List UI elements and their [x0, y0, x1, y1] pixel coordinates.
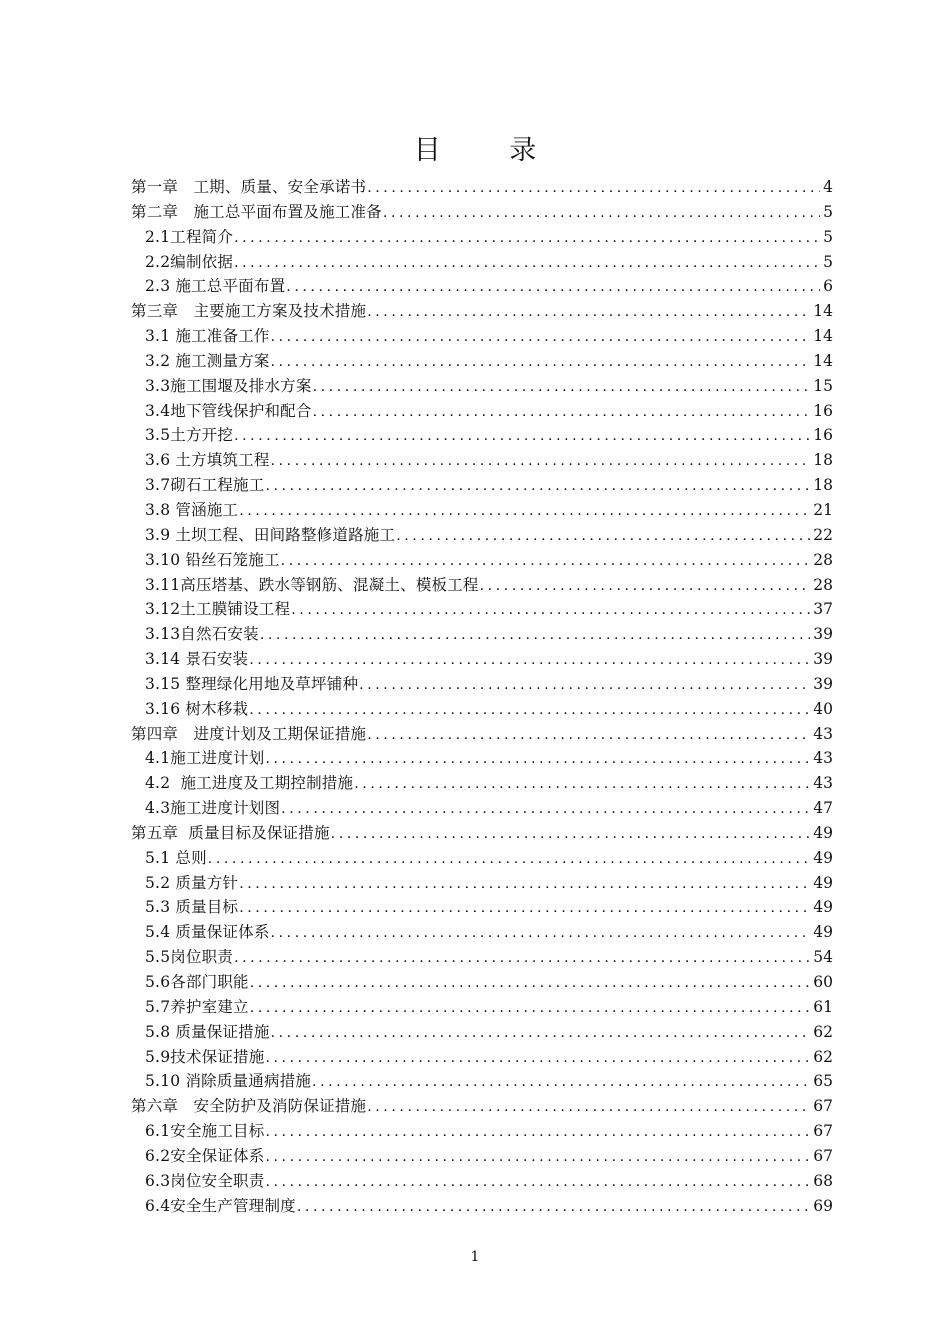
- toc-entry-page-number: 5: [823, 252, 833, 271]
- toc-entry-label: 4.2 施工进度及工期控制措施: [145, 774, 354, 793]
- toc-entry-page-number: 18: [813, 476, 833, 495]
- toc-entry-page-number: 16: [813, 401, 833, 420]
- toc-entry-label: 3.6 土方填筑工程: [145, 451, 270, 470]
- toc-entry-page-number: 16: [813, 426, 833, 445]
- toc-dot-leader: [367, 723, 810, 747]
- toc-entry-label: 3.13自然石安装: [145, 625, 259, 644]
- toc-chapter-entry[interactable]: [131, 821, 833, 846]
- toc-entry-page-number: 4: [823, 178, 833, 196]
- toc-entry-label: 6.2安全保证体系: [145, 1146, 265, 1165]
- toc-section-entry[interactable]: [131, 771, 833, 796]
- toc-section-entry[interactable]: [131, 1020, 833, 1045]
- toc-dot-leader: [359, 673, 810, 697]
- toc-entry-page-number: 47: [813, 799, 833, 818]
- toc-dot-leader: [367, 1095, 810, 1119]
- table-of-contents: [131, 175, 833, 1218]
- toc-entry-page-number: 54: [813, 948, 833, 967]
- toc-entry-page-number: 28: [813, 575, 833, 594]
- toc-section-entry[interactable]: [131, 1144, 833, 1169]
- toc-section-entry[interactable]: [131, 622, 833, 647]
- toc-section-entry[interactable]: [131, 1169, 833, 1194]
- toc-entry-page-number: 62: [813, 1047, 833, 1066]
- toc-entry-label: 3.7砌石工程施工: [145, 476, 265, 495]
- toc-dot-leader: [286, 275, 820, 299]
- toc-entry-page-number: 18: [813, 451, 833, 470]
- toc-entry-page-number: 49: [813, 848, 833, 867]
- toc-dot-leader: [367, 300, 810, 324]
- toc-entry-label: 第六章 安全防护及消防保证措施: [131, 1097, 367, 1116]
- toc-entry-page-number: 43: [813, 774, 833, 793]
- toc-entry-label: 5.7养护室建立: [145, 997, 249, 1016]
- toc-entry-page-number: 39: [813, 650, 833, 669]
- toc-dot-leader: [234, 946, 810, 970]
- toc-section-entry[interactable]: [131, 274, 833, 299]
- toc-entry-page-number: 43: [813, 749, 833, 768]
- toc-entry-page-number: 14: [813, 351, 833, 370]
- toc-entry-label: 3.14 景石安装: [145, 650, 249, 669]
- toc-section-entry[interactable]: [131, 448, 833, 473]
- toc-entry-label: 3.3施工围堰及排水方案: [145, 376, 312, 395]
- page-number: 1: [470, 1249, 480, 1265]
- toc-entry-page-number: 49: [813, 873, 833, 892]
- toc-entry-label: 5.9技术保证措施: [145, 1047, 265, 1066]
- toc-entry-label: 3.5土方开挖: [145, 426, 234, 445]
- toc-entry-label: 6.4安全生产管理制度: [145, 1196, 296, 1215]
- toc-dot-leader: [313, 400, 811, 424]
- toc-section-entry[interactable]: [131, 374, 833, 399]
- toc-entry-label: 3.4地下管线保护和配合: [145, 401, 312, 420]
- toc-entry-label: 3.2 施工测量方案: [145, 351, 270, 370]
- toc-dot-leader: [260, 623, 810, 647]
- toc-entry-page-number: 28: [813, 550, 833, 569]
- toc-entry-label: 4.1施工进度计划: [145, 749, 265, 768]
- toc-dot-leader: [271, 921, 811, 945]
- toc-entry-page-number: 65: [813, 1072, 833, 1091]
- toc-entry-page-number: 49: [813, 898, 833, 917]
- toc-entry-page-number: 67: [813, 1097, 833, 1116]
- toc-entry-label: 2.2编制依据: [145, 252, 234, 271]
- toc-dot-leader: [250, 971, 811, 995]
- toc-dot-leader: [234, 226, 820, 250]
- toc-entry-label: 4.3施工进度计划图: [145, 799, 281, 818]
- toc-section-entry[interactable]: [131, 871, 833, 896]
- toc-section-entry[interactable]: [131, 796, 833, 821]
- toc-section-entry[interactable]: [131, 697, 833, 722]
- toc-section-entry[interactable]: [131, 324, 833, 349]
- toc-entry-label: 5.8 质量保证措施: [145, 1022, 270, 1041]
- toc-entry-label: 3.12土工膜铺设工程: [145, 600, 291, 619]
- toc-entry-label: 第二章 施工总平面布置及施工准备: [131, 202, 382, 221]
- toc-section-entry[interactable]: [131, 597, 833, 622]
- toc-chapter-entry[interactable]: [131, 722, 833, 747]
- toc-entry-page-number: 5: [823, 202, 833, 221]
- toc-entry-page-number: 40: [813, 699, 833, 718]
- toc-entry-label: 5.10 消除质量通病措施: [145, 1072, 312, 1091]
- toc-entry-page-number: 49: [813, 823, 833, 842]
- toc-entry-label: 第五章 质量目标及保证措施: [131, 823, 330, 842]
- toc-dot-leader: [313, 375, 811, 399]
- toc-entry-page-number: 43: [813, 724, 833, 743]
- toc-section-entry[interactable]: [131, 1045, 833, 1070]
- toc-dot-leader: [291, 598, 810, 622]
- toc-entry-page-number: 68: [813, 1171, 833, 1190]
- toc-entry-label: 第三章 主要施工方案及技术措施: [131, 302, 367, 321]
- toc-entry-page-number: 22: [813, 525, 833, 544]
- toc-entry-page-number: 14: [813, 327, 833, 346]
- toc-section-entry[interactable]: [131, 473, 833, 498]
- toc-dot-leader: [265, 474, 810, 498]
- toc-entry-page-number: 6: [823, 277, 833, 296]
- toc-dot-leader: [208, 847, 810, 871]
- toc-section-entry[interactable]: [131, 1194, 833, 1219]
- toc-dot-leader: [297, 1195, 810, 1219]
- toc-dot-leader: [271, 449, 811, 473]
- toc-chapter-entry[interactable]: [131, 1094, 833, 1119]
- toc-section-entry[interactable]: [131, 945, 833, 970]
- toc-dot-leader: [367, 176, 820, 200]
- toc-entry-label: 5.6各部门职能: [145, 973, 249, 991]
- toc-dot-leader: [265, 747, 810, 771]
- toc-section-entry[interactable]: [131, 895, 833, 920]
- toc-dot-leader: [265, 1145, 810, 1169]
- toc-dot-leader: [239, 896, 810, 920]
- toc-dot-leader: [271, 1021, 811, 1045]
- toc-section-entry[interactable]: [131, 250, 833, 275]
- toc-dot-leader: [281, 549, 811, 573]
- toc-dot-leader: [265, 1170, 810, 1194]
- toc-entry-page-number: 67: [813, 1122, 833, 1141]
- toc-entry-label: 2.3 施工总平面布置: [145, 277, 286, 296]
- toc-section-entry[interactable]: [131, 1069, 833, 1094]
- toc-entry-page-number: 14: [813, 302, 833, 321]
- toc-entry-label: 3.8 管涵施工: [145, 500, 239, 519]
- toc-entry-label: 第一章 工期、质量、安全承诺书: [131, 178, 367, 196]
- toc-dot-leader: [331, 822, 811, 846]
- toc-entry-label: 3.15 整理绿化用地及草坪铺种: [145, 674, 359, 693]
- toc-section-entry[interactable]: [131, 995, 833, 1020]
- toc-entry-page-number: 21: [813, 500, 833, 519]
- toc-chapter-entry[interactable]: [131, 299, 833, 324]
- toc-section-entry[interactable]: [131, 920, 833, 945]
- toc-section-entry[interactable]: [131, 498, 833, 523]
- toc-section-entry[interactable]: [131, 548, 833, 573]
- toc-section-entry[interactable]: [131, 225, 833, 250]
- toc-entry-label: 2.1工程简介: [145, 227, 234, 246]
- toc-entry-page-number: 67: [813, 1146, 833, 1165]
- toc-dot-leader: [239, 499, 810, 523]
- toc-entry-label: 3.16 树木移栽: [145, 699, 249, 718]
- toc-dot-leader: [480, 574, 811, 598]
- toc-entry-label: 6.3岗位安全职责: [145, 1171, 265, 1190]
- toc-section-entry[interactable]: [131, 399, 833, 424]
- toc-dot-leader: [271, 325, 811, 349]
- toc-dot-leader: [249, 698, 810, 722]
- toc-section-entry[interactable]: [131, 573, 833, 598]
- toc-section-entry[interactable]: [131, 1119, 833, 1144]
- toc-dot-leader: [271, 350, 811, 374]
- toc-entry-label: 5.3 质量目标: [145, 898, 239, 917]
- toc-entry-page-number: 37: [813, 600, 833, 619]
- toc-entry-label: 5.5岗位职责: [145, 948, 234, 967]
- toc-dot-leader: [239, 872, 810, 896]
- toc-dot-leader: [383, 201, 820, 225]
- toc-chapter-entry[interactable]: [131, 200, 833, 225]
- toc-dot-leader: [265, 1046, 810, 1070]
- toc-entry-label: 第四章 进度计划及工期保证措施: [131, 724, 367, 743]
- toc-entry-label: 3.10 铅丝石笼施工: [145, 550, 280, 569]
- toc-entry-page-number: 39: [813, 625, 833, 644]
- toc-entry-label: 3.9 土坝工程、田间路整修道路施工: [145, 525, 396, 544]
- toc-section-entry[interactable]: [131, 970, 833, 995]
- toc-entry-page-number: 49: [813, 923, 833, 942]
- page-title: 目 录: [413, 135, 567, 166]
- toc-dot-leader: [265, 1120, 810, 1144]
- toc-section-entry[interactable]: [131, 846, 833, 871]
- toc-entry-label: 5.2 质量方针: [145, 873, 239, 892]
- toc-entry-page-number: 39: [813, 674, 833, 693]
- toc-entry-label: 3.11高压塔基、跌水等钢筋、混凝土、模板工程: [145, 575, 479, 594]
- toc-section-entry[interactable]: [131, 423, 833, 448]
- toc-entry-page-number: 61: [813, 997, 833, 1016]
- toc-entry-label: 5.1 总则: [145, 848, 207, 867]
- toc-entry-label: 3.1 施工准备工作: [145, 327, 270, 346]
- toc-entry-page-number: 15: [813, 376, 833, 395]
- toc-dot-leader: [312, 1070, 810, 1094]
- toc-section-entry[interactable]: [131, 349, 833, 374]
- toc-section-entry[interactable]: [131, 647, 833, 672]
- toc-dot-leader: [354, 772, 810, 796]
- toc-entry-page-number: 5: [823, 227, 833, 246]
- toc-section-entry[interactable]: [131, 746, 833, 771]
- toc-entry-label: 5.4 质量保证体系: [145, 923, 270, 942]
- toc-section-entry[interactable]: [131, 523, 833, 548]
- toc-dot-leader: [234, 424, 810, 448]
- toc-dot-leader: [250, 996, 811, 1020]
- toc-chapter-entry[interactable]: [131, 175, 833, 200]
- toc-dot-leader: [249, 648, 810, 672]
- toc-entry-page-number: 69: [813, 1196, 833, 1215]
- toc-section-entry[interactable]: [131, 672, 833, 697]
- toc-dot-leader: [234, 251, 820, 275]
- toc-dot-leader: [281, 797, 810, 821]
- toc-entry-page-number: 62: [813, 1022, 833, 1041]
- toc-entry-label: 6.1安全施工目标: [145, 1122, 265, 1141]
- toc-dot-leader: [396, 524, 810, 548]
- toc-entry-page-number: 60: [813, 973, 833, 991]
